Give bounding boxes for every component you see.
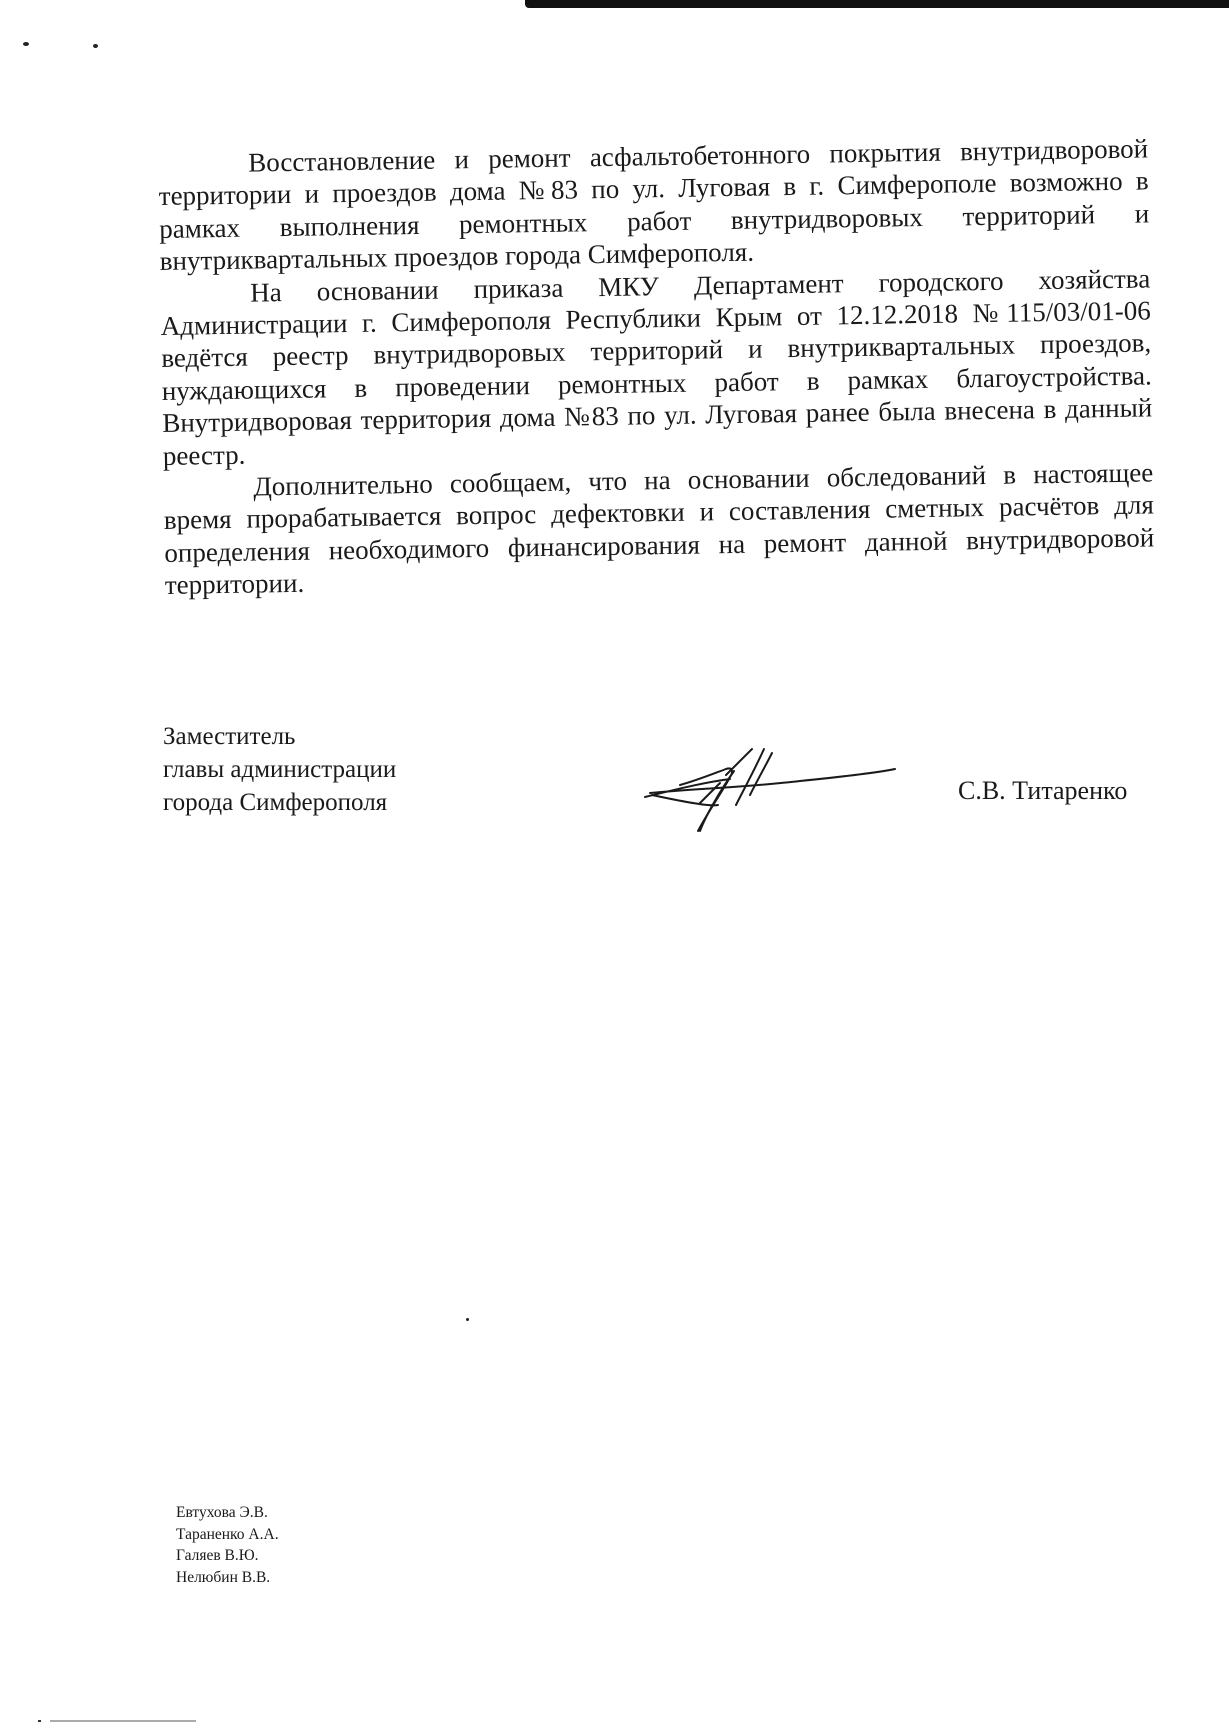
signer-name: С.В. Титаренко (958, 776, 1128, 805)
executor-name: Евтухова Э.В. (176, 1504, 268, 1521)
executor-name: Нелюбин В.В. (176, 1568, 271, 1586)
signer-position-line: Заместитель (163, 723, 296, 750)
scan-border-artifact (525, 0, 1229, 8)
scan-footer-artifact (38, 1719, 198, 1723)
body-paragraph: На основании приказа МКУ Департамент городского хозяйства Администрации г. Симферополя Республики Крым от 12.12.2018 №115/03/01-06 ведётся реестр внутридворовых территорий и внутриквартальных проездов, нуждающихся в проведении ремонтных работ в рамках благоустройства. Внутридворовая территория дома №83 по ул. Луговая ранее была внесена в данный реестр. (160, 263, 1153, 471)
body-paragraph: Дополнительно сообщаем, что на основании обследований в настоящее время прорабатывается вопрос дефектовки и составления сметных расчётов для определения необходимого финансирования на ремонт данной внутридворовой территории. (163, 457, 1155, 601)
scan-speck (93, 44, 98, 48)
executors-list (176, 1502, 279, 1588)
executor-name: Тараненко А.А. (176, 1525, 279, 1543)
letter-body (158, 132, 1155, 601)
signer-position-line: главы администрации (163, 756, 397, 783)
scan-speck (23, 42, 29, 46)
scan-speck (466, 1318, 469, 1321)
body-paragraph: Восстановление и ремонт асфальтобетонного покрытия внутридворовой территории и проездов дома №83 по ул. Луговая в г. Симферополе возможно в рамках выполнения ремонтных работ внутридворовых территорий и внутриквартальных проездов города Симферополя. (158, 133, 1150, 277)
signer-position-line: города Симферополя (163, 789, 388, 816)
executor-name: Галяев В.Ю. (176, 1547, 259, 1564)
handwritten-signature (640, 735, 900, 835)
signer-position (163, 720, 396, 819)
